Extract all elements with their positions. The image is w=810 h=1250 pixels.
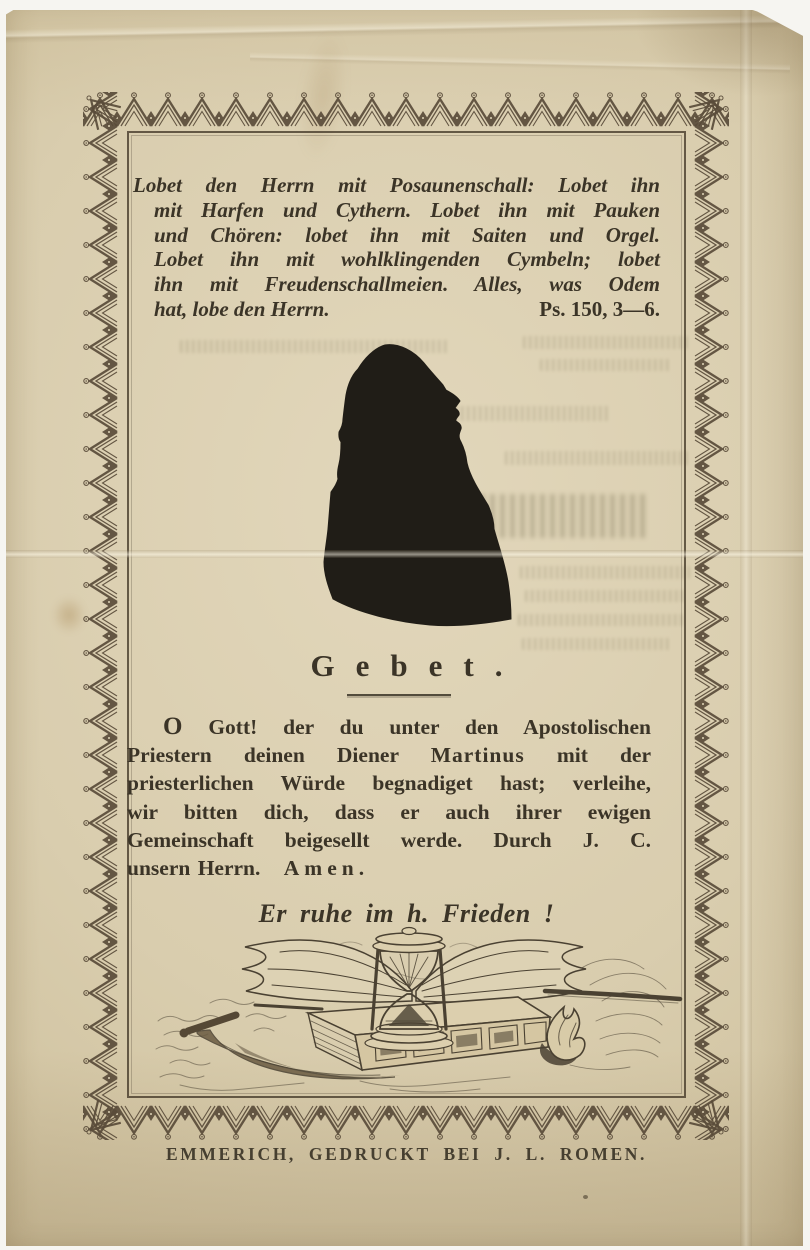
border-corner-ornament bbox=[81, 1100, 121, 1140]
silhouette-portrait bbox=[296, 333, 560, 631]
border-corner-ornament bbox=[689, 1100, 729, 1140]
psalm-line: Lobet ihn mit wohlklingenden Cymbeln; lobet bbox=[154, 247, 660, 272]
prayer-line bbox=[127, 713, 651, 741]
psalm-last-line bbox=[133, 297, 660, 322]
psalm-quote bbox=[133, 173, 660, 322]
prayer-line: priesterlichen Würde begnadiget hast; verleihe, bbox=[127, 771, 651, 796]
paper-crease bbox=[740, 0, 752, 1250]
psalm-line: mit Harfen und Cythern. Lobet ihn mit Pauken bbox=[154, 197, 660, 222]
stain bbox=[52, 596, 86, 634]
psalm-line: ihn mit Freudenschallmeien. Alles, was Odem bbox=[154, 272, 660, 297]
scan-edge bbox=[0, 1246, 810, 1250]
fold-crease bbox=[0, 550, 810, 558]
prayer-line: wir bitten dich, dass er auch ihrer ewigen bbox=[127, 799, 651, 824]
border-corner-ornament bbox=[81, 90, 121, 130]
scan-edge bbox=[0, 0, 6, 1250]
prayer-initial: O bbox=[163, 713, 183, 740]
prayer-line bbox=[127, 741, 651, 769]
amen-word: Amen. bbox=[283, 855, 370, 880]
prayer-line bbox=[127, 854, 651, 882]
prayer-line-text: Priestern deinen Diener bbox=[127, 743, 399, 768]
border-corner-ornament bbox=[689, 90, 729, 130]
prayer-line-text: Gott! der du unter den Apostolischen bbox=[208, 715, 651, 739]
prayer-heading: Gebet. bbox=[310, 648, 524, 683]
printer-imprint: EMMERICH, GEDRUCKT BEI J. L. ROMEN. bbox=[166, 1144, 647, 1164]
scan-edge bbox=[0, 0, 810, 10]
rest-in-peace-motto: Er ruhe im h. Frieden ! bbox=[258, 899, 555, 928]
ink-spot bbox=[583, 1195, 588, 1199]
ornamental-border-right bbox=[693, 92, 729, 1140]
ornamental-border-left bbox=[83, 92, 119, 1140]
heading-rule bbox=[347, 694, 451, 696]
prayer-line-text: mit der bbox=[556, 743, 652, 768]
psalm-reference: Ps. 150, 3—6. bbox=[539, 296, 660, 321]
scan-edge bbox=[803, 0, 810, 1250]
ornamental-border-top bbox=[83, 92, 729, 128]
prayer-line: Gemeinschaft beigesellt werde. Durch J. C. bbox=[127, 827, 651, 852]
prayer-line-text: unsern Herrn. bbox=[127, 855, 261, 880]
memento-mori-emblem bbox=[150, 925, 690, 1097]
deceased-name: Martinus bbox=[430, 743, 525, 768]
ornamental-border-bottom bbox=[83, 1104, 729, 1140]
psalm-line: Lobet den Herrn mit Posaunenschall: Lobet ihn bbox=[133, 173, 660, 197]
psalm-line-end: hat, lobe den Herrn. bbox=[154, 296, 330, 321]
prayer-text bbox=[127, 713, 651, 882]
psalm-line: und Chören: lobet ihn mit Saiten und Orgel. bbox=[154, 222, 660, 247]
